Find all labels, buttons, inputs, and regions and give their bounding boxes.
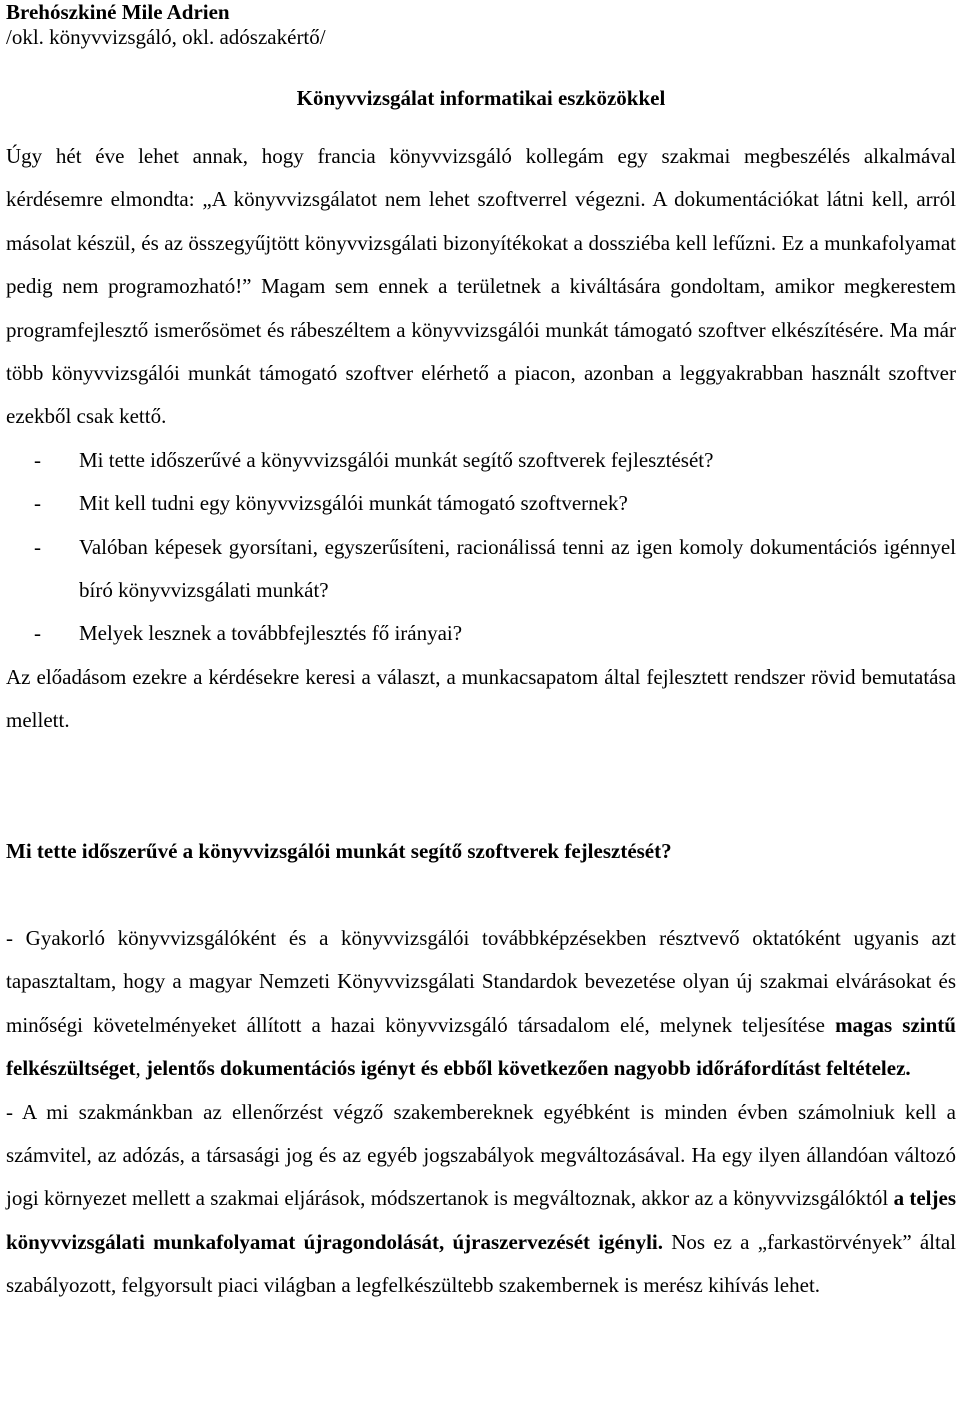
question-item: - Valóban képesek gyorsítani, egyszerűsíteni, racionálissá tenni az igen komoly dokumentációs igénnyel bíró könyvvizsgálati munkát?: [6, 526, 956, 613]
emphasis-text: a teljes könyvvizsgálati munkafolyamat újragondolását, újraszervezését igényli.: [6, 1186, 956, 1254]
body-text: Nos ez a „farkastörvények” által szabályozott, felgyorsult piaci világban a legfelkészültebb szakembernek is merész kihívás lehet.: [6, 1229, 957, 1298]
author-title: /okl. könyvvizsgáló, okl. adószakértő/: [6, 25, 326, 49]
intro-closing-paragraph: Az előadásom ezekre a kérdésekre keresi a választ, a munkacsapatom által fejlesztett rendszer rövid bemutatása mellett.: [6, 664, 956, 733]
body-paragraph-2: [6, 1091, 956, 1308]
emphasis-text: jelentős dokumentációs igényt és ebből következően nagyobb időráfordítást feltételez.: [145, 1056, 911, 1081]
intro-paragraph: Úgy hét éve lehet annak, hogy francia könyvvizsgáló kollegám egy szakmai megbeszélés alkalmával kérdésemre elmondta: „A könyvvizsgálatot nem lehet szoftverrel végezni. A dokumentációkat látni kell, arról másolat készül, és az összegyűjtött könyvvizsgálati bizonyítékokat a dossziéba kell lefűzni. Ez a munkafolyamat pedig nem programozható!” Magam sem ennek a területnek a kiváltására gondoltam, amikor megkerestem programfejlesztő ismerősömet és rábeszéltem a könyvvizsgálói munkát támogató szoftver elkészítésére. Ma már több könyvvizsgálói munkát támogató szoftver elérhető a piacon, azonban a leggyakrabban használt szoftver ezekből csak kettő.: [6, 144, 956, 429]
body-paragraph-1: [6, 917, 956, 1091]
question-item: - Melyek lesznek a továbbfejlesztés fő irányai?: [6, 612, 956, 655]
question-item: - Mi tette időszerűvé a könyvvizsgálói munkát segítő szoftverek fejlesztését?: [6, 439, 956, 482]
section-body: [6, 917, 956, 1308]
body-text: - A mi szakmánkban az ellenőrzést végző szakembereknek egyébként is minden évben számolniuk kell a számvitel, az adózás, a társasági jog és az egyéb jogszabályok megváltozásával. Ha egy ilyen állandóan változó jogi környezet mellett a szakmai eljárások, módszertanok is megváltoznak, akkor az a könyvvizsgálóktól: [6, 1099, 956, 1211]
body-text: ,: [135, 1056, 146, 1081]
question-item: - Mit kell tudni egy könyvvizsgálói munkát támogató szoftvernek?: [6, 482, 956, 525]
question-list: [6, 439, 956, 656]
section-heading: Mi tette időszerűvé a könyvvizsgálói munkát segítő szoftverek fejlesztését?: [6, 839, 672, 863]
document-title: Könyvvizsgálat informatikai eszközökkel: [296, 86, 666, 110]
intro-section: [6, 135, 956, 743]
emphasis-text: magas szintű felkészültséget: [6, 1012, 956, 1081]
author-name: Brehószkiné Mile Adrien: [6, 0, 230, 24]
body-text: - Gyakorló könyvvizsgálóként és a könyvvizsgálói továbbképzésekben résztvevő oktatóként ugyanis azt tapasztaltam, hogy a magyar Nemzeti Könyvvizsgálati Standardok bevezetése olyan új szakmai elvárásokat és minőségi követelményeket állított a hazai könyvvizsgáló társadalom elé, melynek teljesítése: [6, 926, 956, 1037]
